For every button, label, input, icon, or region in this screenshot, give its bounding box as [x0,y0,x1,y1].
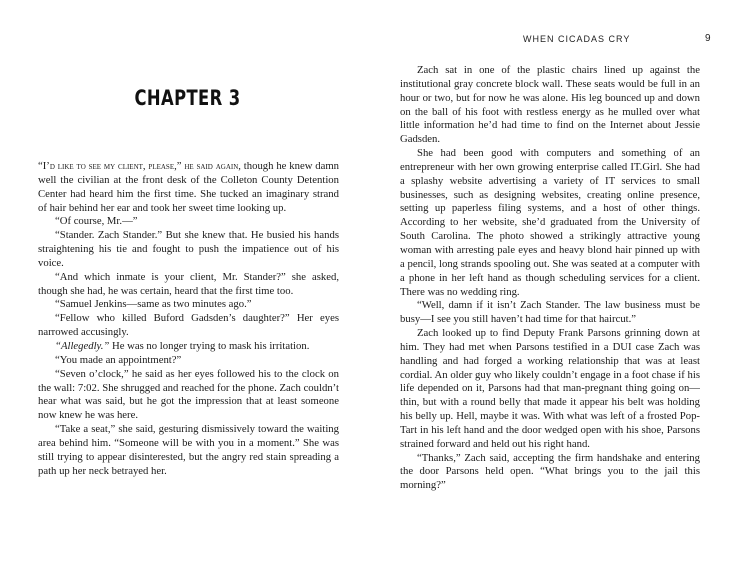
chapter-title: CHAPTER 3 [134,86,241,110]
paragraph: “And which inmate is your client, Mr. Stander?” she asked, though she had, he was certain, heard that the first time too. [38,270,339,297]
paragraph: “Fellow who killed Buford Gadsden’s daughter?” Her eyes narrowed accusingly. [38,312,339,339]
paragraph: “Stander. Zach Stander.” But she knew that. He busied his hands straightening his tie and fought to push the impatience out of his voice. [38,229,339,269]
paragraph: Zach sat in one of the plastic chairs lined up against the institutional gray concrete block wall. These seats would be full in an hour or two, but for now he was alone. His leg bounced up and down on the ball of his foot with restless energy as he mulled over what little information he’d had time to find on the Internet about Jessie Gadsden. [400,64,700,146]
paragraph: She had been good with computers and something of an entrepreneur with her own growing enterprise called IT.Girl. She had a splashy website advertising a variety of IT services to small businesses, such as designing websites, creating online presence, setting up paperless filing systems, and a host of other things. According to her website, she’d graduated from the University of South Carolina. The photo showed a strikingly attractive young woman with arresting pale eyes and heavy blond hair pinned up with a pencil, long strands spooling out. She was seated at a computer with a phone in her left hand as though scheduling services for a client. There was no wedding ring. [400,147,700,298]
paragraph: “Take a seat,” she said, gesturing dismissively toward the waiting area behind him. “Someone will be with you in a moment.” She was still trying to appear disinterested, but the angry red stain spreading a path up her neck betrayed her. [38,423,339,477]
running-head: WHEN CICADAS CRY [523,34,631,44]
italic-word: “Allegedly.” [55,339,110,352]
opening-words: “I’d like to see my client, please,” he said again, [38,160,241,172]
paragraph: “Samuel Jenkins—same as two minutes ago.” [55,298,252,311]
paragraph: “Thanks,” Zach said, accepting the firm handshake and entering the door Parsons held open. “What brings you to the jail this morning?” [400,451,700,492]
left-page-body [38,160,339,478]
paragraph: “Of course, Mr.—” [55,215,138,228]
paragraph: “Allegedly.” He was no longer trying to mask his irritation. [55,339,310,352]
paragraph: “Seven o’clock,” he said as her eyes followed his to the clock on the wall: 7:02. She shrugged and reached for the phone. Zach couldn’t hear what was said, but he got the impression that at least someone now knew he was here. [38,367,339,422]
paragraph: “I’d like to see my client, please,” he said again, though he knew damn well the civilian at the front desk of the Colleton County Detention Center had heard him the first time. She tucked an imaginary strand of hair behind her ear and took her sweet time looking up. [38,160,340,214]
paragraph: Zach looked up to find Deputy Frank Parsons grinning down at him. They had met when Parsons testified in a DUI case Zach was handling and had forged a working relationship that was at least cordial. An older guy who likely couldn’t engage in a foot chase if his life depended on it, Parsons had that man-pregnant thing going on—thin, but with a round belly that made it appear his belt was holding his belly up. Hell, maybe it was. With what was left of a frosted Pop-Tart in his left hand and the door wedged open with his shoe, Parsons strained forward and held out his right hand. [400,327,700,450]
paragraph: “You made an appointment?” [55,353,182,366]
paragraph: “Well, damn if it isn’t Zach Stander. The law business must be busy—I see you still haven’t had time for that haircut.” [400,299,700,326]
page-number: 9 [705,33,711,44]
right-page-body [400,64,700,493]
